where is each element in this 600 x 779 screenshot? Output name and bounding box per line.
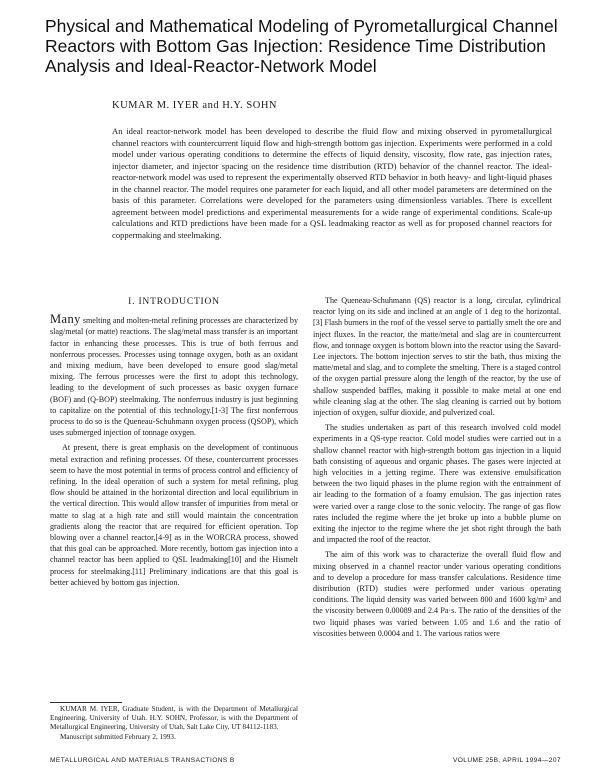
manuscript-date: Manuscript submitted February 2, 1993. [60, 732, 176, 741]
right-paragraph-1: The Queneau-Schuhmann (QS) reactor is a long, circular, cylindrical reactor lying on its side and inclined at an angle of 1 deg to the horizontal.[3] Flash burners in the roof of the vessel serve to partially smelt the ore and inject fluxes. In the reactor, the matte/metal and slag are in countercurrent flow, and tonnage oxygen is bottom blown into the reactor using the Savard-Lee injectors. The bottom injection serves to stir the bath, thus mixing the matte/metal and slag, and to complete the smelting. There is a staged control of the oxygen partial pressure along the length of the reactor, by the use of shallow suspended baffles, making it possible to make metal at one end while cleaning slag at the other. The slag cleaning is carried out by bottom injection of oxygen, sulfur dioxide, and pulverized coal. [313, 296, 561, 418]
intro-paragraph-1-text: smelting and molten-metal refining processes are characterized by slag/metal (or matte) reactions. The slag/metal mass transfer is an important factor in enhancing these processes. This is true of both ferrous and nonferrous processes. Processes using tonnage oxygen, both as an oxidant and mixing medium, have been developed to ensure good slag/metal mixing. The ferrous processes were the first to adopt this technology, leading to the development of such processes as basic oxygen furnace (BOF) and (Q-BOP) steelmaking. The nonferrous industry is just beginning to capitalize on the potential of this technology.[1-3] The first nonferrous process to do so is the Queneau-Schuhmann oxygen process (QSOP), which uses submerged injection of tonnage oxygen. [50, 316, 298, 438]
section-heading: I. INTRODUCTION [128, 297, 220, 307]
author-affiliation: KUMAR M. IYER, Graduate Student, is with the Department of Metallurgical Engineering, University of Utah. H.Y. SOHN, Professor, is with the Department of Metallurgical Engineering, University of Utah, Salt Lake City, UT 84112-1183. [50, 705, 298, 732]
right-paragraph-2: The studies undertaken as part of this research involved cold model experiments in a QS-type reactor. Cold model studies were carried out in a shallow channel reactor with high-strength bottom gas injection in a liquid bath consisting of aqueous and organic phases. The gases were injected at high velocities in a jetting regime. There was extensive emulsification between the two liquid phases in the plume region with the entrainment of air leading to the formation of a foamy emulsion. The gas injection rates were varied over a range close to the sonic velocity. The range of gas flow rates included the regime where the jet broke up into a bubble plume on exiting the injector to the regime where the jet shot right through the bath and impacted the roof of the reactor. [313, 423, 561, 545]
footnote-divider [50, 702, 122, 703]
author-line: KUMAR M. IYER and H.Y. SOHN [112, 100, 277, 111]
intro-paragraph-1 [50, 314, 298, 438]
abstract: An ideal reactor-network model has been developed to describe the fluid flow and mixing observed in pyrometallurgical channel reactors with countercurrent liquid flow and high-strength bottom gas injection. Experiments were performed in a cold model under various operating conditions to determine the effects of liquid density, viscosity, flow rate, gas injection rates, injector diameter, and injector spacing on the residence time distribution (RTD) behavior of the channel reactor. The ideal-reactor-network model was used to represent the experimentally observed RTD behavior in both heavy- and light-liquid phases in the channel reactor. The model requires one parameter for each liquid, and all other model parameters are determined on the basis of this parameter. Correlations were developed for the parameters using dimensionless variables. There is excellent agreement between model predictions and experimental measurements for a wide range of experimental conditions. Scale-up calculations and RTD predictions have been made for a QSL leadmaking reactor as well as for proposed channel reactors for coppermaking and steelmaking. [112, 126, 552, 240]
intro-paragraph-2: At present, there is great emphasis on the development of continuous metal extraction and refining processes. Of these, countercurrent processes seem to have the most potential in terms of process control and efficiency of refining. In the ideal operation of such a system for metal refining, plug flow should be attained in the horizontal direction and local equilibrium in the vertical direction. This would allow transfer of impurities from metal or matte to slag at a high rate and still would maintain the concentration gradients along the reactor that are required for efficient operation. Top blowing over a channel reactor,[4-9] as in the WORCRA process, showed that this goal can be approached. More recently, bottom gas injection into a channel reactor has been applied to QSL leadmaking[10] and the Hismelt process for steelmaking.[11] Preliminary indications are that this goal is better achieved by bottom gas injection. [50, 443, 298, 587]
author-footnote [50, 705, 298, 742]
right-column [313, 295, 561, 643]
paper-title: Physical and Mathematical Modeling of Pyrometallurgical Channel Reactors with Bottom Gas Injection: Residence Time Distribution Analysis and Ideal-Reactor-Network Model [45, 16, 558, 76]
dropcap-word: Many [50, 312, 81, 327]
left-column [50, 295, 298, 592]
right-paragraph-3: The aim of this work was to characterize the overall fluid flow and mixing observed in a channel reactor under various operating conditions and to develop a procedure for mass transfer calculations. Residence time distribution (RTD) studies were performed under various operating conditions. The liquid density was varied between 800 and 1600 kg/m³ and the viscosity between 0.00089 and 2.4 Pa·s. The ratio of the densities of the two liquid phases was varied between 1.05 and 1.6 and the ratio of viscosities between 0.0004 and 1. The various ratios were [313, 550, 561, 638]
volume-page: VOLUME 25B, APRIL 1994—207 [452, 757, 561, 764]
journal-name: METALLURGICAL AND MATERIALS TRANSACTIONS B [50, 757, 235, 764]
